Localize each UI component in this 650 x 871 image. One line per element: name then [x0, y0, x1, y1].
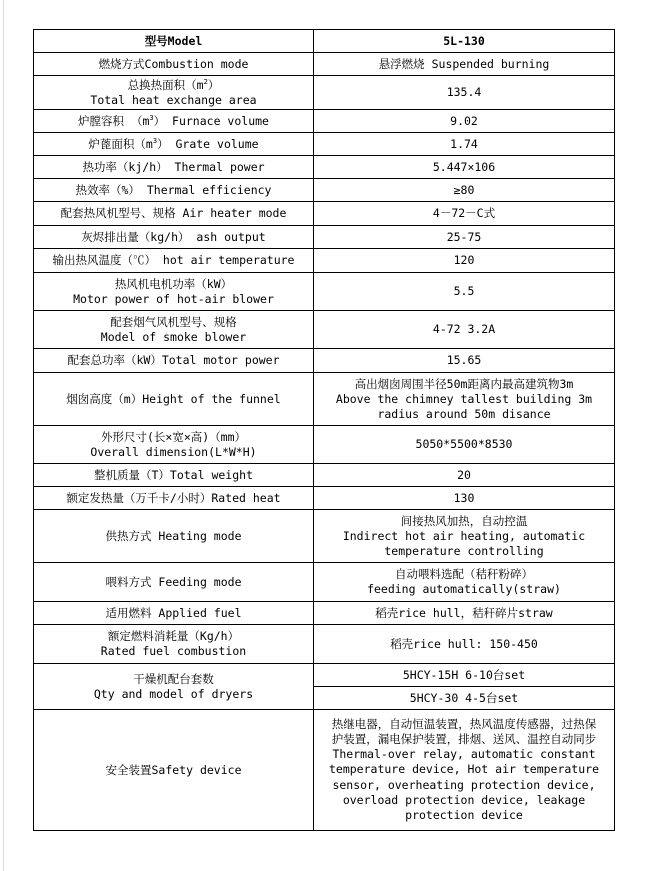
- row-value: 5.447×106: [314, 156, 615, 179]
- row-value: [314, 563, 615, 602]
- value-line: Thermal-over relay, automatic constant: [332, 747, 596, 762]
- label-end: ） Furnace volume: [153, 113, 269, 128]
- label-en: Total heat exchange area: [90, 92, 257, 107]
- row-value: 15.65: [314, 349, 615, 373]
- row-label: 燃烧方式Combustion mode: [34, 53, 314, 76]
- row-label: 烟囱高度（m）Height of the funnel: [34, 373, 314, 426]
- spec-table: [33, 29, 615, 831]
- row-label: 热功率（kj/h） Thermal power: [34, 156, 314, 179]
- row-label: 安全装置Safety device: [34, 710, 314, 831]
- header-value: 5L-130: [314, 30, 615, 53]
- row-label: 配套热风机型号、规格 Air heater mode: [34, 202, 314, 226]
- label-cn: 外形尺寸(长×宽×高)（mm）: [100, 429, 247, 444]
- row-label: [34, 311, 314, 349]
- value-line-1: 高出烟囱周围半径50m距离内最高建筑物3m: [354, 376, 574, 391]
- sheet-gridline: [3, 0, 4, 871]
- row-value: 5.5: [314, 273, 615, 311]
- value-line-2: Indirect hot air heating, automatic: [342, 528, 586, 543]
- row-label: 整机质量（T）Total weight: [34, 464, 314, 487]
- table-row-smoke-blower: [34, 311, 615, 349]
- row-value: 5050*5500*8530: [314, 426, 615, 464]
- label-en: Qty and model of dryers: [93, 686, 254, 701]
- value-line: sensor, overheating protection device,: [332, 777, 596, 792]
- table-row-air-heater: [34, 202, 615, 226]
- row-label: [34, 76, 314, 110]
- label-cn: 配套烟气风机型号、规格: [110, 314, 237, 329]
- row-label: [34, 664, 314, 710]
- row-value: 4－72－C式: [314, 202, 615, 226]
- row-label: [34, 273, 314, 311]
- table-row-heat-area: [34, 76, 615, 110]
- label-cn: 额定燃料消耗量（Kg/h）: [107, 629, 240, 643]
- table-row-thermal-power: [34, 156, 615, 179]
- value-line: protection device: [405, 808, 523, 822]
- table-row-total-weight: [34, 464, 615, 487]
- value-line: temperature device, Hot air temperature: [328, 762, 600, 777]
- table-row-dimension: [34, 426, 615, 464]
- table-header-row: [34, 30, 615, 53]
- row-value: 稻壳rice hull: 150-450: [314, 625, 615, 664]
- row-label: 适用燃料 Applied fuel: [34, 602, 314, 625]
- label-sup: 3: [152, 136, 158, 145]
- row-value: 120: [314, 249, 615, 273]
- row-label: 配套总功率（kW）Total motor power: [34, 349, 314, 373]
- row-value: 5HCY-30 4-5台set: [314, 687, 615, 710]
- table-row-heating-mode: [34, 510, 615, 563]
- label-cn-text: 总换热面积（m: [127, 77, 204, 92]
- label-cn-end: ）: [207, 77, 220, 92]
- row-value: 130: [314, 487, 615, 510]
- table-row-motor-power: [34, 273, 615, 311]
- value-line: overload protection device, leakage: [342, 792, 586, 807]
- label-cn: 干燥机配台套数: [133, 671, 214, 686]
- label-en: Motor power of hot-air blower: [73, 291, 274, 306]
- table-row-applied-fuel: [34, 602, 615, 625]
- label-en: Model of smoke blower: [100, 329, 247, 344]
- label-cn: 热风机电机功率（kW）: [114, 276, 233, 291]
- row-value: [314, 510, 615, 563]
- label-cn: 炉蓖面积（m: [88, 136, 153, 151]
- row-value: [314, 710, 615, 831]
- row-label: [34, 133, 314, 156]
- row-value: [314, 373, 615, 426]
- label-sup: 2: [203, 77, 208, 86]
- table-row-funnel-height: [34, 373, 615, 426]
- value-line-3: temperature controlling: [384, 543, 544, 558]
- label-end: ） Grate volume: [157, 136, 259, 151]
- value-line-1: 自动喂料选配（秸秆粉碎）: [395, 567, 533, 581]
- table-row-total-motor-power: [34, 349, 615, 373]
- header-label: 型号Model: [34, 30, 314, 53]
- table-row-rated-heat: [34, 487, 615, 510]
- value-line-3: radius around 50m disance: [377, 406, 551, 421]
- table-row-feeding-mode: [34, 563, 615, 602]
- label-cn: [37, 78, 310, 93]
- table-row-ash-output: [34, 226, 615, 249]
- row-label: 热效率（%） Thermal efficiency: [34, 179, 314, 202]
- row-value: 20: [314, 464, 615, 487]
- row-label: 额定发热量（万千卡/小时）Rated heat: [34, 487, 314, 510]
- table-row-combustion: [34, 53, 615, 76]
- row-label: [34, 625, 314, 664]
- table-row-furnace-volume: [34, 110, 615, 133]
- table-row-dryers-1: [34, 664, 615, 687]
- row-value: 135.4: [314, 76, 615, 110]
- table-row-grate-volume: [34, 133, 615, 156]
- table-row-safety: [34, 710, 615, 831]
- table-row-thermal-efficiency: [34, 179, 615, 202]
- label-sup: 3: [149, 113, 154, 122]
- row-label: 灰烬排出量（kg/h） ash output: [34, 226, 314, 249]
- row-value: 9.02: [314, 110, 615, 133]
- row-value: 25-75: [314, 226, 615, 249]
- value-line-2: Above the chimney tallest building 3m: [335, 391, 593, 406]
- label-en: Overall dimension(L*W*H): [90, 444, 257, 459]
- value-line-2: feeding automatically(straw): [367, 582, 561, 596]
- row-label: 喂料方式 Feeding mode: [34, 563, 314, 602]
- row-label: [34, 426, 314, 464]
- row-value: 悬浮燃烧 Suspended burning: [314, 53, 615, 76]
- value-line-1: 间接热风加热，自动控温: [400, 513, 528, 528]
- row-label: 输出热风温度（℃） hot air temperature: [34, 249, 314, 273]
- table-row-fuel-consumption: [34, 625, 615, 664]
- row-value: 稻壳rice hull，秸秆碎片straw: [314, 602, 615, 625]
- row-value: ≥80: [314, 179, 615, 202]
- label-cn: 炉膛容积 （m: [78, 113, 150, 128]
- row-label: 供热方式 Heating mode: [34, 510, 314, 563]
- row-value: 1.74: [314, 133, 615, 156]
- label-en: Rated fuel combustion: [100, 644, 247, 658]
- row-value: 4-72 3.2A: [314, 311, 615, 349]
- row-label: [34, 110, 314, 133]
- value-line: 热继电器，自动恒温装置，热风温度传感器，过热保: [331, 716, 597, 731]
- table-row-hot-air-temperature: [34, 249, 615, 273]
- row-value: 5HCY-15H 6-10台set: [314, 664, 615, 687]
- value-line: 护装置，漏电保护装置，排烟、送风、温控自动同步: [331, 731, 597, 746]
